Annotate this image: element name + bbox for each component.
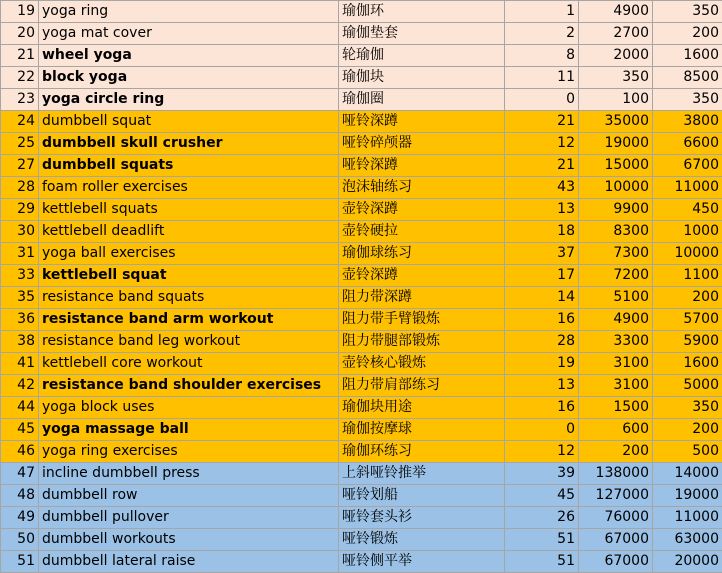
translation-cell[interactable]: 哑铃碎颅器: [339, 133, 505, 155]
count-cell[interactable]: 21: [505, 111, 579, 133]
keyword-cell[interactable]: dumbbell lateral raise: [39, 551, 339, 573]
row-number-cell[interactable]: 45: [1, 419, 39, 441]
volume-cell[interactable]: 76000: [579, 507, 653, 529]
table-row: [1, 287, 722, 309]
table-row: [1, 507, 722, 529]
volume-cell[interactable]: 15000: [579, 155, 653, 177]
translation-cell[interactable]: 壶铃核心锻炼: [339, 353, 505, 375]
volume-cell[interactable]: 200: [579, 441, 653, 463]
translation-cell[interactable]: 哑铃锻炼: [339, 529, 505, 551]
keyword-cell[interactable]: yoga massage ball: [39, 419, 339, 441]
translation-cell[interactable]: 瑜伽环: [339, 1, 505, 23]
metric-cell[interactable]: 200: [653, 287, 722, 309]
row-number-cell[interactable]: 21: [1, 45, 39, 67]
volume-cell[interactable]: 138000: [579, 463, 653, 485]
count-cell[interactable]: 21: [505, 155, 579, 177]
volume-cell[interactable]: 127000: [579, 485, 653, 507]
metric-cell[interactable]: 19000: [653, 485, 722, 507]
row-number-cell[interactable]: 31: [1, 243, 39, 265]
metric-cell[interactable]: 5700: [653, 309, 722, 331]
table-row: [1, 221, 722, 243]
count-cell[interactable]: 2: [505, 23, 579, 45]
translation-cell[interactable]: 哑铃划船: [339, 485, 505, 507]
table-row: [1, 265, 722, 287]
row-number-cell[interactable]: 35: [1, 287, 39, 309]
table-row: [1, 23, 722, 45]
volume-cell[interactable]: 8300: [579, 221, 653, 243]
keyword-cell[interactable]: block yoga: [39, 67, 339, 89]
volume-cell[interactable]: 350: [579, 67, 653, 89]
row-number-cell[interactable]: 29: [1, 199, 39, 221]
table-row: [1, 419, 722, 441]
count-cell[interactable]: 18: [505, 221, 579, 243]
volume-cell[interactable]: 600: [579, 419, 653, 441]
table-row: [1, 177, 722, 199]
metric-cell[interactable]: 450: [653, 199, 722, 221]
metric-cell[interactable]: 5900: [653, 331, 722, 353]
volume-cell[interactable]: 19000: [579, 133, 653, 155]
count-cell[interactable]: 8: [505, 45, 579, 67]
metric-cell[interactable]: 20000: [653, 551, 722, 573]
keyword-cell[interactable]: dumbbell workouts: [39, 529, 339, 551]
row-number-cell[interactable]: 19: [1, 1, 39, 23]
metric-cell[interactable]: 200: [653, 419, 722, 441]
count-cell[interactable]: 51: [505, 529, 579, 551]
metric-cell[interactable]: 350: [653, 1, 722, 23]
count-cell[interactable]: 1: [505, 1, 579, 23]
row-number-cell[interactable]: 28: [1, 177, 39, 199]
count-cell[interactable]: 37: [505, 243, 579, 265]
keyword-cell[interactable]: dumbbell row: [39, 485, 339, 507]
metric-cell[interactable]: 3800: [653, 111, 722, 133]
row-number-cell[interactable]: 49: [1, 507, 39, 529]
volume-cell[interactable]: 4900: [579, 1, 653, 23]
row-number-cell[interactable]: 46: [1, 441, 39, 463]
metric-cell[interactable]: 1600: [653, 45, 722, 67]
count-cell[interactable]: 14: [505, 287, 579, 309]
metric-cell[interactable]: 350: [653, 89, 722, 111]
metric-cell[interactable]: 8500: [653, 67, 722, 89]
count-cell[interactable]: 43: [505, 177, 579, 199]
keyword-cell[interactable]: yoga ring exercises: [39, 441, 339, 463]
translation-cell[interactable]: 壶铃深蹲: [339, 265, 505, 287]
row-number-cell[interactable]: 50: [1, 529, 39, 551]
table-row: [1, 353, 722, 375]
table-row: [1, 397, 722, 419]
keyword-cell[interactable]: incline dumbbell press: [39, 463, 339, 485]
table-row: [1, 551, 722, 573]
keyword-cell[interactable]: dumbbell pullover: [39, 507, 339, 529]
keyword-cell[interactable]: dumbbell squat: [39, 111, 339, 133]
translation-cell[interactable]: 哑铃侧平举: [339, 551, 505, 573]
metric-cell[interactable]: 11000: [653, 507, 722, 529]
translation-cell[interactable]: 上斜哑铃推举: [339, 463, 505, 485]
row-number-cell[interactable]: 42: [1, 375, 39, 397]
metric-cell[interactable]: 1100: [653, 265, 722, 287]
metric-cell[interactable]: 6600: [653, 133, 722, 155]
count-cell[interactable]: 45: [505, 485, 579, 507]
row-number-cell[interactable]: 33: [1, 265, 39, 287]
translation-cell[interactable]: 瑜伽块用途: [339, 397, 505, 419]
metric-cell[interactable]: 1600: [653, 353, 722, 375]
keyword-cell[interactable]: kettlebell deadlift: [39, 221, 339, 243]
count-cell[interactable]: 16: [505, 309, 579, 331]
volume-cell[interactable]: 5100: [579, 287, 653, 309]
translation-cell[interactable]: 瑜伽环练习: [339, 441, 505, 463]
table-row: [1, 133, 722, 155]
table-row: [1, 309, 722, 331]
translation-cell[interactable]: 阻力带深蹲: [339, 287, 505, 309]
keyword-cell[interactable]: yoga mat cover: [39, 23, 339, 45]
count-cell[interactable]: 0: [505, 419, 579, 441]
table-row: [1, 463, 722, 485]
table-row: [1, 199, 722, 221]
volume-cell[interactable]: 4900: [579, 309, 653, 331]
keyword-cell[interactable]: kettlebell core workout: [39, 353, 339, 375]
table-row: [1, 155, 722, 177]
table-row: [1, 529, 722, 551]
row-number-cell[interactable]: 48: [1, 485, 39, 507]
translation-cell[interactable]: 瑜伽球练习: [339, 243, 505, 265]
metric-cell[interactable]: 6700: [653, 155, 722, 177]
row-number-cell[interactable]: 44: [1, 397, 39, 419]
count-cell[interactable]: 28: [505, 331, 579, 353]
row-number-cell[interactable]: 25: [1, 133, 39, 155]
keyword-cell[interactable]: dumbbell squats: [39, 155, 339, 177]
volume-cell[interactable]: 3300: [579, 331, 653, 353]
table-row: [1, 111, 722, 133]
row-number-cell[interactable]: 20: [1, 23, 39, 45]
translation-cell[interactable]: 瑜伽圈: [339, 89, 505, 111]
table-row: [1, 485, 722, 507]
table-row: [1, 1, 722, 23]
volume-cell[interactable]: 100: [579, 89, 653, 111]
volume-cell[interactable]: 10000: [579, 177, 653, 199]
keyword-cell[interactable]: dumbbell skull crusher: [39, 133, 339, 155]
keyword-cell[interactable]: wheel yoga: [39, 45, 339, 67]
keyword-cell[interactable]: yoga block uses: [39, 397, 339, 419]
translation-cell[interactable]: 哑铃深蹲: [339, 155, 505, 177]
volume-cell[interactable]: 7300: [579, 243, 653, 265]
keyword-cell[interactable]: yoga ball exercises: [39, 243, 339, 265]
translation-cell[interactable]: 哑铃深蹲: [339, 111, 505, 133]
metric-cell[interactable]: 1000: [653, 221, 722, 243]
count-cell[interactable]: 12: [505, 133, 579, 155]
translation-cell[interactable]: 瑜伽垫套: [339, 23, 505, 45]
row-number-cell[interactable]: 27: [1, 155, 39, 177]
keyword-cell[interactable]: yoga ring: [39, 1, 339, 23]
table-row: [1, 243, 722, 265]
translation-cell[interactable]: 瑜伽按摩球: [339, 419, 505, 441]
count-cell[interactable]: 16: [505, 397, 579, 419]
volume-cell[interactable]: 3100: [579, 353, 653, 375]
count-cell[interactable]: 12: [505, 441, 579, 463]
metric-cell[interactable]: 14000: [653, 463, 722, 485]
translation-cell[interactable]: 瑜伽块: [339, 67, 505, 89]
count-cell[interactable]: 13: [505, 375, 579, 397]
keyword-cell[interactable]: resistance band squats: [39, 287, 339, 309]
table-row: [1, 89, 722, 111]
row-number-cell[interactable]: 41: [1, 353, 39, 375]
keyword-cell[interactable]: yoga circle ring: [39, 89, 339, 111]
table-body: [1, 1, 722, 573]
volume-cell[interactable]: 67000: [579, 529, 653, 551]
metric-cell[interactable]: 200: [653, 23, 722, 45]
translation-cell[interactable]: 轮瑜伽: [339, 45, 505, 67]
count-cell[interactable]: 39: [505, 463, 579, 485]
table-row: [1, 331, 722, 353]
row-number-cell[interactable]: 24: [1, 111, 39, 133]
volume-cell[interactable]: 3100: [579, 375, 653, 397]
table-row: [1, 67, 722, 89]
table-row: [1, 45, 722, 67]
keyword-cell[interactable]: kettlebell squats: [39, 199, 339, 221]
volume-cell[interactable]: 67000: [579, 551, 653, 573]
row-number-cell[interactable]: 51: [1, 551, 39, 573]
volume-cell[interactable]: 1500: [579, 397, 653, 419]
volume-cell[interactable]: 2000: [579, 45, 653, 67]
translation-cell[interactable]: 壶铃深蹲: [339, 199, 505, 221]
metric-cell[interactable]: 5000: [653, 375, 722, 397]
count-cell[interactable]: 11: [505, 67, 579, 89]
translation-cell[interactable]: 阻力带腿部锻炼: [339, 331, 505, 353]
metric-cell[interactable]: 63000: [653, 529, 722, 551]
metric-cell[interactable]: 500: [653, 441, 722, 463]
keyword-cell[interactable]: kettlebell squat: [39, 265, 339, 287]
row-number-cell[interactable]: 30: [1, 221, 39, 243]
keyword-cell[interactable]: foam roller exercises: [39, 177, 339, 199]
volume-cell[interactable]: 2700: [579, 23, 653, 45]
translation-cell[interactable]: 泡沫轴练习: [339, 177, 505, 199]
row-number-cell[interactable]: 23: [1, 89, 39, 111]
keyword-cell[interactable]: resistance band arm workout: [39, 309, 339, 331]
row-number-cell[interactable]: 22: [1, 67, 39, 89]
metric-cell[interactable]: 10000: [653, 243, 722, 265]
count-cell[interactable]: 0: [505, 89, 579, 111]
metric-cell[interactable]: 350: [653, 397, 722, 419]
count-cell[interactable]: 26: [505, 507, 579, 529]
count-cell[interactable]: 17: [505, 265, 579, 287]
volume-cell[interactable]: 7200: [579, 265, 653, 287]
translation-cell[interactable]: 阻力带手臂锻炼: [339, 309, 505, 331]
count-cell[interactable]: 19: [505, 353, 579, 375]
row-number-cell[interactable]: 47: [1, 463, 39, 485]
volume-cell[interactable]: 35000: [579, 111, 653, 133]
translation-cell[interactable]: 壶铃硬拉: [339, 221, 505, 243]
table-row: [1, 441, 722, 463]
keyword-cell[interactable]: resistance band leg workout: [39, 331, 339, 353]
count-cell[interactable]: 51: [505, 551, 579, 573]
row-number-cell[interactable]: 38: [1, 331, 39, 353]
volume-cell[interactable]: 9900: [579, 199, 653, 221]
table-row: [1, 375, 722, 397]
metric-cell[interactable]: 11000: [653, 177, 722, 199]
count-cell[interactable]: 13: [505, 199, 579, 221]
translation-cell[interactable]: 哑铃套头衫: [339, 507, 505, 529]
row-number-cell[interactable]: 36: [1, 309, 39, 331]
keyword-cell[interactable]: resistance band shoulder exercises: [39, 375, 339, 397]
translation-cell[interactable]: 阻力带肩部练习: [339, 375, 505, 397]
